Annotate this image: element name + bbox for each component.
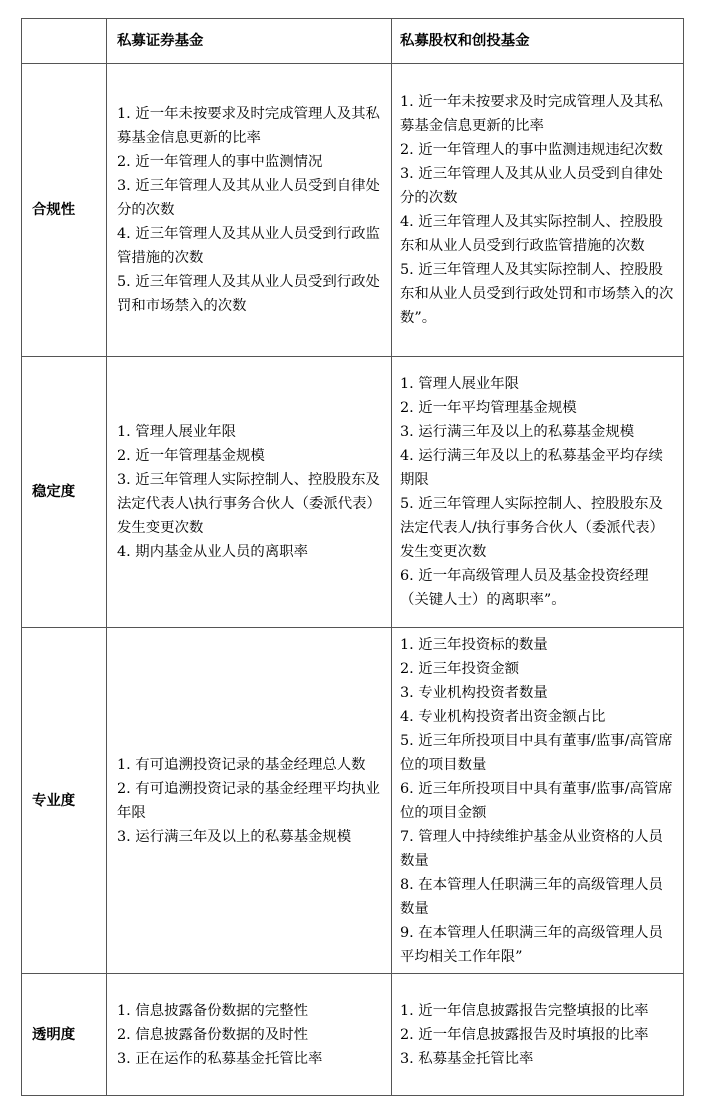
list-item: 4. 期内基金从业人员的离职率	[117, 544, 308, 560]
row-label-professionalism: 专业度	[22, 628, 107, 974]
row-label-transparency: 透明度	[22, 974, 107, 1096]
equity-cell	[392, 974, 684, 1096]
list-item: 4. 专业机构投资者出资金额占比	[400, 708, 606, 725]
list-item: 3. 私募基金托管比率	[400, 1050, 534, 1067]
list-item: 1. 管理人展业年限	[400, 376, 520, 392]
list-item: 3. 近三年管理人实际控制人、控股股东及法定代表人\执行事务合伙人（委派代表）发生变更次数	[117, 472, 381, 536]
list-item: 1. 近一年未按要求及时完成管理人及其私募基金信息更新的比率	[400, 94, 663, 134]
list-item: 3. 专业机构投资者数量	[400, 684, 548, 701]
list-item: 5. 近三年管理人实际控制人、控股股东及法定代表人/执行事务合伙人（委派代表）发生变更次数	[400, 496, 664, 560]
list-item: 4. 近三年管理人及其实际控制人、控股股东和从业人员受到行政监管措施的次数	[400, 214, 663, 254]
header-securities-fund: 私募证券基金	[107, 19, 392, 64]
list-item: 3. 近三年管理人及其从业人员受到自律处分的次数	[117, 178, 380, 218]
list-item: 2. 近三年投资金额	[400, 660, 520, 677]
list-item: 5. 近三年管理人及其从业人员受到行政处罚和市场禁入的次数	[117, 274, 380, 314]
list-item: 8. 在本管理人任职满三年的高级管理人员数量	[400, 876, 663, 917]
securities-cell	[107, 628, 392, 974]
list-item: 2. 近一年管理人的事中监测情况	[117, 154, 323, 170]
list-item: 2. 近一年管理基金规模	[117, 448, 265, 464]
list-item: 6. 近三年所投项目中具有董事/监事/高管席位的项目金额	[400, 780, 673, 821]
securities-cell	[107, 974, 392, 1096]
table-header-row	[22, 19, 684, 64]
list-item: 1. 管理人展业年限	[117, 424, 237, 440]
list-item: 9. 在本管理人任职满三年的高级管理人员平均相关工作年限”	[400, 924, 663, 965]
list-item: 1. 近一年未按要求及时完成管理人及其私募基金信息更新的比率	[117, 106, 380, 146]
list-item: 2. 信息披露备份数据的及时性	[117, 1026, 308, 1043]
equity-cell	[392, 628, 684, 974]
header-blank-cell	[22, 19, 107, 64]
table-row	[22, 357, 684, 628]
list-item: 1. 近一年信息披露报告完整填报的比率	[400, 1002, 649, 1019]
table-row	[22, 628, 684, 974]
list-item: 3. 近三年管理人及其从业人员受到自律处分的次数	[400, 166, 663, 206]
list-item: 3. 运行满三年及以上的私募基金规模	[117, 828, 352, 845]
securities-cell	[107, 64, 392, 357]
list-item: 5. 近三年管理人及其实际控制人、控股股东和从业人员受到行政处罚和市场禁入的次数”。	[400, 262, 674, 326]
list-item: 1. 信息披露备份数据的完整性	[117, 1002, 308, 1019]
list-item: 5. 近三年所投项目中具有董事/监事/高管席位的项目数量	[400, 732, 673, 773]
list-item: 4. 运行满三年及以上的私募基金平均存续期限	[400, 448, 663, 488]
list-item: 2. 近一年信息披露报告及时填报的比率	[400, 1026, 649, 1043]
list-item: 1. 近三年投资标的数量	[400, 636, 548, 653]
evaluation-table	[21, 18, 684, 1096]
row-label-stability: 稳定度	[22, 357, 107, 628]
list-item: 3. 运行满三年及以上的私募基金规模	[400, 424, 635, 440]
list-item: 4. 近三年管理人及其从业人员受到行政监管措施的次数	[117, 226, 380, 266]
header-equity-fund: 私募股权和创投基金	[392, 19, 684, 64]
list-item: 7. 管理人中持续维护基金从业资格的人员数量	[400, 828, 663, 869]
list-item: 6. 近一年高级管理人员及基金投资经理（关键人士）的离职率”。	[400, 568, 649, 608]
securities-cell	[107, 357, 392, 628]
row-label-compliance: 合规性	[22, 64, 107, 357]
equity-cell	[392, 64, 684, 357]
table-row	[22, 974, 684, 1096]
equity-cell	[392, 357, 684, 628]
table-row	[22, 64, 684, 357]
list-item: 1. 有可追溯投资记录的基金经理总人数	[117, 756, 366, 773]
list-item: 3. 正在运作的私募基金托管比率	[117, 1050, 323, 1067]
list-item: 2. 近一年平均管理基金规模	[400, 400, 577, 416]
list-item: 2. 有可追溯投资记录的基金经理平均执业年限	[117, 780, 380, 821]
list-item: 2. 近一年管理人的事中监测违规违纪次数	[400, 142, 663, 158]
